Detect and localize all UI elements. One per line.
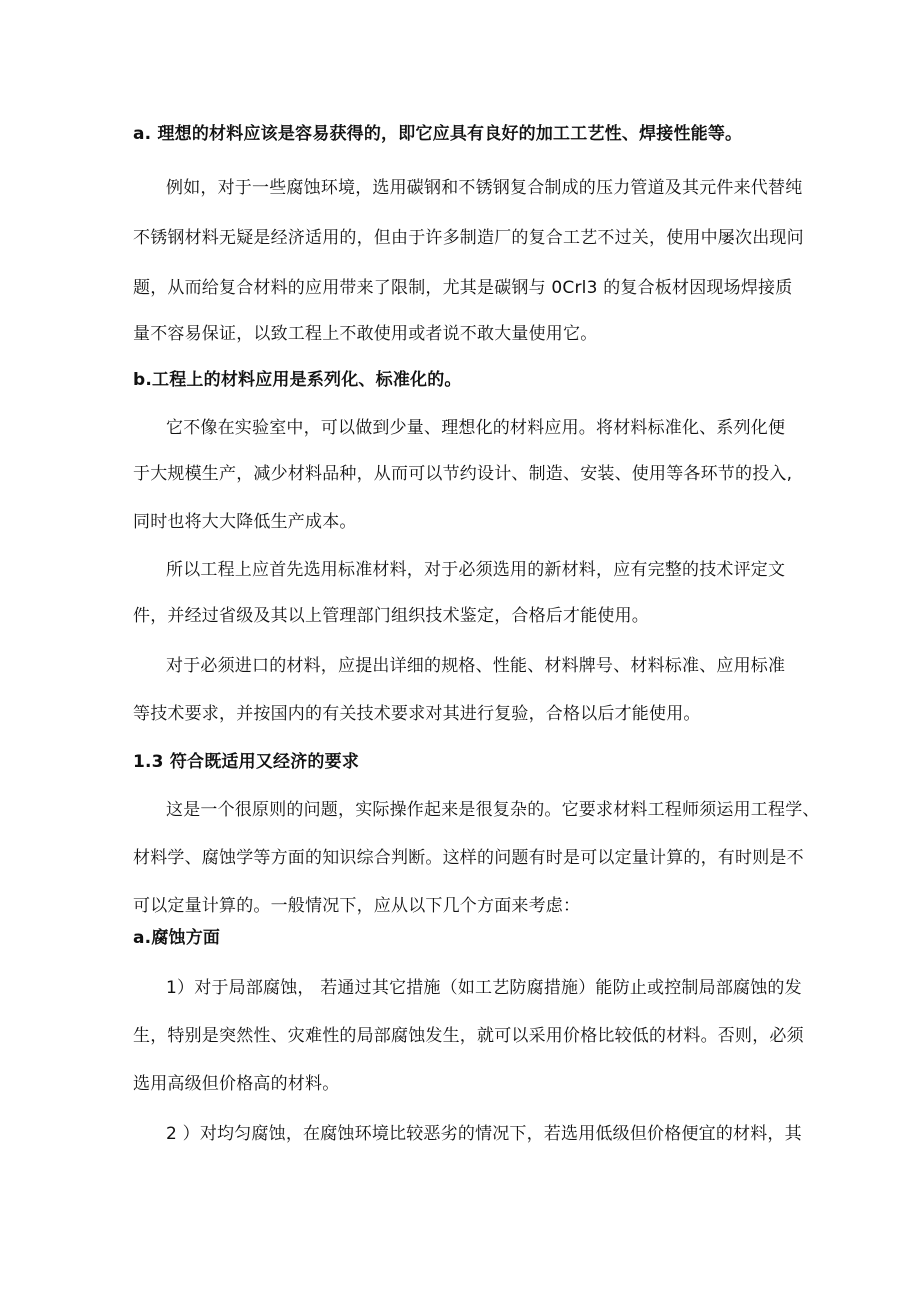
- corrosion-heading: a.腐蚀方面: [133, 928, 221, 948]
- paragraph-line: 题，从而给复合材料的应用带来了限制，尤其是碳钢与 0Crl3 的复合板材因现场焊接质: [133, 278, 793, 298]
- paragraph-line: 件，并经过省级及其以上管理部门组织技术鉴定，合格后才能使用。: [133, 606, 649, 626]
- paragraph-line: 可以定量计算的。一般情况下，应从以下几个方面来考虑：: [133, 896, 581, 916]
- item-a-heading: a. 理想的材料应该是容易获得的，即它应具有良好的加工工艺性、焊接性能等。: [133, 124, 743, 144]
- paragraph-line: 选用高级但价格高的材料。: [133, 1074, 340, 1094]
- paragraph-line: 例如，对于一些腐蚀环境，选用碳钢和不锈钢复合制成的压力管道及其元件来代替纯: [166, 178, 803, 198]
- paragraph-line: 它不像在实验室中，可以做到少量、理想化的材料应用。将材料标准化、系列化便: [166, 418, 786, 438]
- paragraph-line: 等技术要求，并按国内的有关技术要求对其进行复验，合格以后才能使用。: [133, 704, 701, 724]
- paragraph-line: 材料学、腐蚀学等方面的知识综合判断。这样的问题有时是可以定量计算的，有时则是不: [133, 848, 804, 868]
- paragraph-line: 于大规模生产，减少材料品种，从而可以节约设计、制造、安装、使用等各环节的投入,: [133, 464, 793, 484]
- paragraph-line: 1）对于局部腐蚀， 若通过其它措施（如工艺防腐措施）能防止或控制局部腐蚀的发: [166, 978, 802, 998]
- paragraph-line: 量不容易保证，以致工程上不敢使用或者说不敢大量使用它。: [133, 324, 598, 344]
- paragraph-line: 对于必须进口的材料，应提出详细的规格、性能、材料牌号、材料标准、应用标准: [166, 656, 786, 676]
- paragraph-line: 2 ）对均匀腐蚀，在腐蚀环境比较恶劣的情况下，若选用低级但价格便宜的材料，其: [166, 1124, 802, 1144]
- paragraph-line: 不锈钢材料无疑是经济适用的，但由于许多制造厂的复合工艺不过关，使用中屡次出现问: [133, 228, 804, 248]
- paragraph-line: 同时也将大大降低生产成本。: [133, 512, 357, 532]
- paragraph-line: 生，特别是突然性、灾难性的局部腐蚀发生，就可以采用价格比较低的材料。否则，必须: [133, 1026, 804, 1046]
- paragraph-line: 这是一个很原则的问题，实际操作起来是很复杂的。它要求材料工程师须运用工程学、: [166, 800, 820, 820]
- paragraph-line: 所以工程上应首先选用标准材料，对于必须选用的新材料，应有完整的技术评定文: [166, 560, 786, 580]
- section-heading: 1.3 符合既适用又经济的要求: [133, 752, 360, 772]
- item-b-heading: b.工程上的材料应用是系列化、标准化的。: [133, 370, 462, 390]
